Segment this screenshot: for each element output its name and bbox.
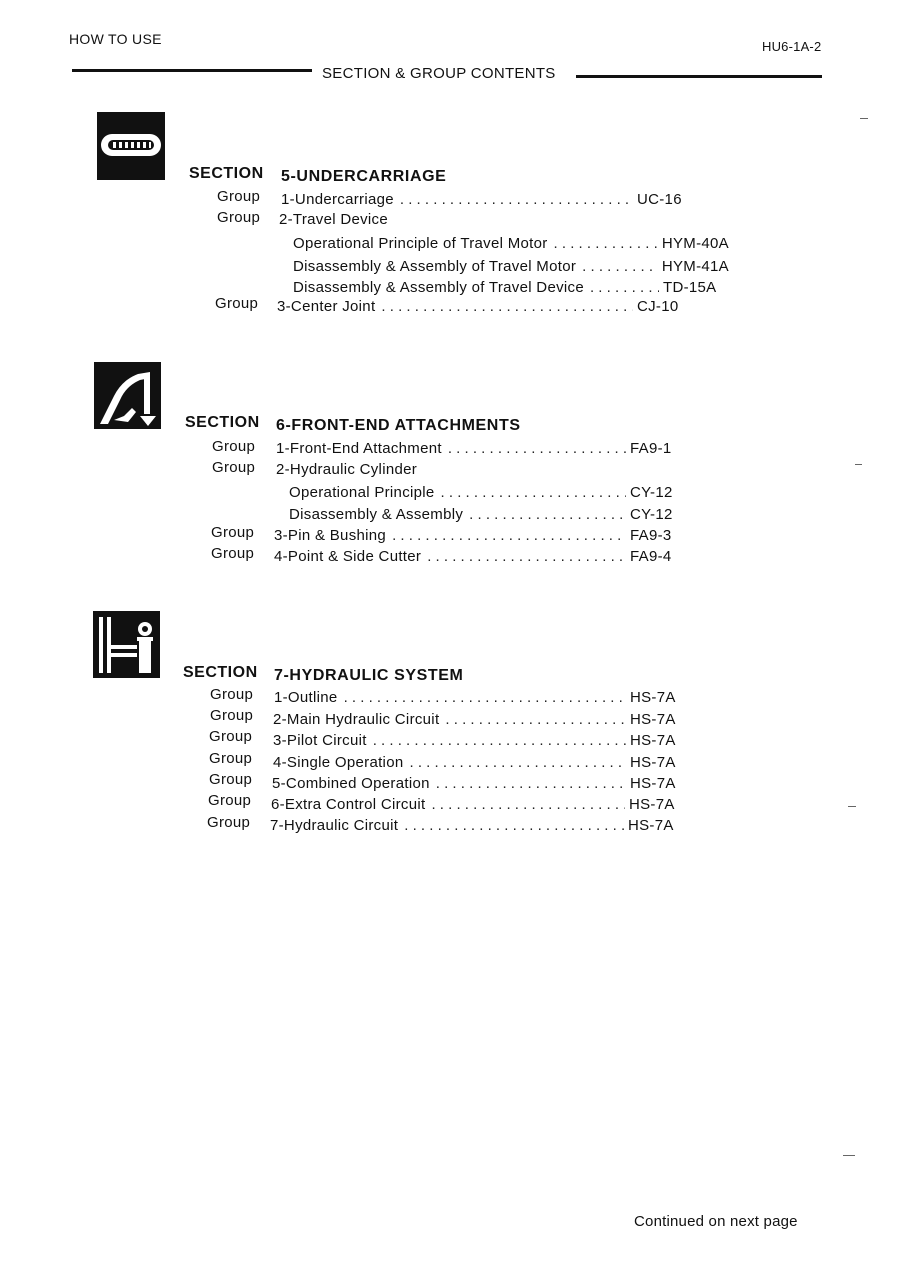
toc-entry[interactable]: [273, 711, 696, 728]
group-label: Group: [211, 524, 255, 541]
section-7-title: 7-HYDRAULIC SYSTEM: [274, 667, 464, 684]
toc-entry[interactable]: [289, 484, 696, 501]
group-label: Group: [208, 792, 252, 809]
group-label: Group: [215, 295, 259, 312]
toc-entry[interactable]: [276, 440, 696, 457]
leader-dots: [469, 506, 626, 523]
entry-title: Operational Principle: [289, 484, 435, 501]
leader-dots: [431, 796, 625, 813]
leader-dots: [445, 711, 626, 728]
leader-dots: [554, 235, 658, 252]
leader-dots: [381, 298, 633, 315]
banner-rule-right: [576, 75, 822, 78]
scan-mark: [860, 118, 868, 119]
group-label: Group: [209, 728, 253, 745]
section-5-label: SECTION: [189, 165, 264, 182]
entry-page: HS-7A: [630, 711, 676, 728]
toc-entry[interactable]: [271, 796, 695, 813]
toc-entry[interactable]: [274, 689, 696, 706]
entry-title: Disassembly & Assembly of Travel Motor: [293, 258, 577, 275]
entry-page: HS-7A: [630, 754, 676, 771]
entry-title[interactable]: 2-Travel Device: [279, 211, 388, 228]
leader-dots: [448, 440, 626, 457]
group-label: Group: [217, 209, 261, 226]
entry-title: 1-Front-End Attachment: [276, 440, 442, 457]
leader-dots: [409, 754, 626, 771]
toc-entry[interactable]: [293, 258, 729, 275]
banner-rule-left: [72, 69, 312, 72]
section-6-label: SECTION: [185, 414, 260, 431]
leader-dots: [344, 689, 626, 706]
toc-entry[interactable]: [289, 506, 696, 523]
leader-dots: [441, 484, 626, 501]
toc-entry[interactable]: [273, 754, 696, 771]
scan-mark: [855, 464, 862, 465]
toc-entry[interactable]: [293, 279, 729, 296]
entry-page: HS-7A: [630, 732, 676, 749]
hydraulic-system-icon: [93, 611, 160, 678]
leader-dots: [436, 775, 626, 792]
entry-page: HS-7A: [629, 796, 675, 813]
toc-entry[interactable]: [273, 732, 696, 749]
toc-entry[interactable]: [281, 191, 703, 208]
entry-page: HYM-41A: [661, 258, 729, 275]
leader-dots: [373, 732, 626, 749]
group-label: Group: [217, 188, 261, 205]
page-code: HU6-1A-2: [762, 39, 822, 54]
entry-page: CY-12: [630, 506, 673, 523]
entry-page: HYM-40A: [661, 235, 729, 252]
entry-title: 5-Combined Operation: [272, 775, 430, 792]
entry-title: 3-Pin & Bushing: [274, 527, 387, 544]
entry-page: FA9-1: [630, 440, 672, 457]
leader-dots: [400, 191, 633, 208]
group-label: Group: [212, 459, 256, 476]
entry-page: UC-16: [637, 191, 682, 208]
group-label: Group: [209, 771, 253, 788]
group-label: Group: [211, 545, 255, 562]
entry-page: FA9-3: [630, 527, 672, 544]
entry-title: 7-Hydraulic Circuit: [270, 817, 399, 834]
toc-entry[interactable]: [274, 548, 696, 565]
entry-page: CY-12: [630, 484, 673, 501]
entry-title: 3-Center Joint: [277, 298, 376, 315]
toc-entry[interactable]: [272, 775, 696, 792]
group-label: Group: [210, 686, 254, 703]
entry-title: Operational Principle of Travel Motor: [293, 235, 548, 252]
entry-page: HS-7A: [630, 775, 676, 792]
entry-page: CJ-10: [637, 298, 679, 315]
scan-mark: [848, 806, 856, 807]
continued-note: Continued on next page: [634, 1213, 798, 1230]
banner-title: SECTION & GROUP CONTENTS: [322, 65, 556, 82]
leader-dots: [582, 258, 658, 275]
entry-title: 4-Single Operation: [273, 754, 404, 771]
entry-page: FA9-4: [630, 548, 672, 565]
group-label: Group: [212, 438, 256, 455]
leader-dots: [590, 279, 659, 296]
leader-dots: [427, 548, 626, 565]
entry-page: HS-7A: [630, 689, 676, 706]
entry-title: 4-Point & Side Cutter: [274, 548, 422, 565]
section-6-title: 6-FRONT-END ATTACHMENTS: [276, 417, 521, 434]
entry-page: HS-7A: [628, 817, 674, 834]
leader-dots: [404, 817, 624, 834]
group-label: Group: [209, 750, 253, 767]
toc-entry[interactable]: [277, 298, 703, 315]
section-5-title: 5-UNDERCARRIAGE: [281, 168, 447, 185]
group-label: Group: [207, 814, 251, 831]
entry-title: 6-Extra Control Circuit: [271, 796, 426, 813]
toc-entry[interactable]: [293, 235, 729, 252]
front-end-attachment-icon: [94, 362, 161, 429]
entry-title[interactable]: 2-Hydraulic Cylinder: [276, 461, 418, 478]
section-7-label: SECTION: [183, 664, 258, 681]
entry-title: 2-Main Hydraulic Circuit: [273, 711, 440, 728]
entry-title: Disassembly & Assembly of Travel Device: [293, 279, 584, 296]
scan-mark: [843, 1155, 855, 1156]
entry-title: 1-Undercarriage: [281, 191, 394, 208]
header-section-name: HOW TO USE: [69, 31, 162, 47]
entry-title: 1-Outline: [274, 689, 338, 706]
group-label: Group: [210, 707, 254, 724]
entry-page: TD-15A: [663, 279, 717, 296]
entry-title: 3-Pilot Circuit: [273, 732, 367, 749]
toc-entry[interactable]: [270, 817, 694, 834]
toc-entry[interactable]: [274, 527, 696, 544]
undercarriage-crawler-icon: [97, 112, 165, 180]
entry-title: Disassembly & Assembly: [289, 506, 464, 523]
leader-dots: [392, 527, 626, 544]
